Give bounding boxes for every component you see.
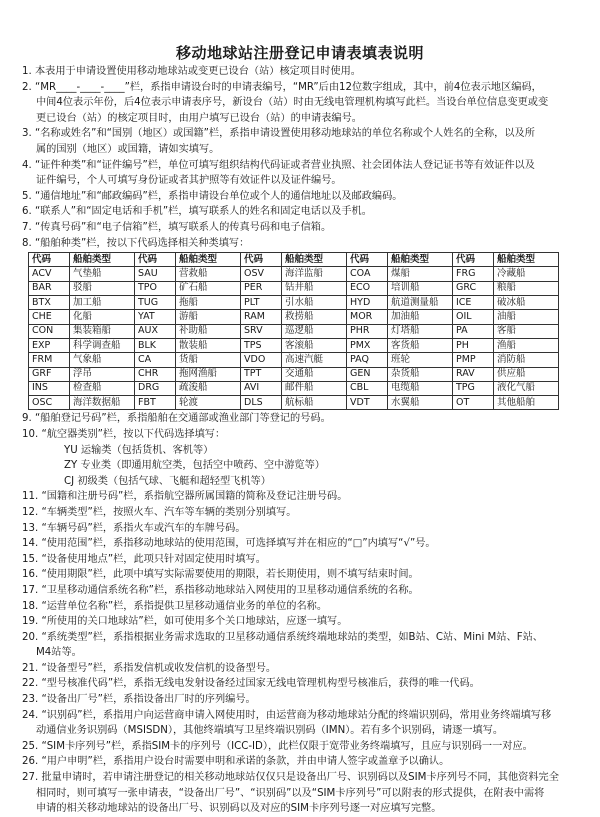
vessel-code-cell: RAV — [453, 367, 494, 381]
vessel-code-cell: PHR — [347, 324, 388, 338]
vessel-type-cell: 水翼船 — [388, 396, 453, 410]
instruction-line: 27. 批量申请时，若申请注册登记的相关移动地球站仅仅只是设备出厂号、识别码以及SIM卡序列号不同，其他资料完全 — [22, 772, 559, 784]
vessel-code-cell: PA — [453, 324, 494, 338]
vessel-code-cell: TPS — [241, 338, 282, 352]
vessel-type-cell: 加工船 — [70, 296, 135, 310]
vessel-code-cell: OT — [453, 396, 494, 410]
instruction-line: 22. “型号核准代码”栏，系指无线电发射设备经过国家无线电管理机构型号核准后，获得的唯一代码。 — [22, 678, 480, 690]
instruction-line: 24. “识别码”栏，系指用户向运营商申请入网使用时，由运营商为移动地球站分配的终端识别码，常用业务终端填写移 — [22, 709, 552, 721]
vessel-code-cell: PMX — [347, 338, 388, 352]
vessel-type-cell: 航道测量船 — [388, 296, 453, 310]
vessel-code-cell: OIL — [453, 310, 494, 324]
vessel-type-cell: 供应船 — [494, 367, 559, 381]
vessel-code-cell: AUX — [135, 324, 176, 338]
vessel-code-cell: BAR — [29, 281, 70, 295]
instruction-line: 12. “车辆类型”栏，按照火车、汽车等车辆的类别分别填写。 — [22, 506, 297, 518]
instruction-line: 13. “车辆号码”栏，系指火车或汽车的车牌号码。 — [22, 522, 246, 534]
table-row — [29, 281, 559, 295]
vessel-type-cell: 救捞船 — [282, 310, 347, 324]
instruction-line: 证件编号，个人可填写身份证或者其护照等有效证件以及证件编号。 — [36, 175, 342, 187]
vessel-type-cell: 破冰船 — [494, 296, 559, 310]
instruction-line: 相同时，则可填写一张申请表，“设备出厂号”、“识别码”以及“SIM卡序列号”可以附表的形式提供，在附表中需将 — [36, 787, 545, 799]
instruction-line: 更已设台（站）的核定项目时，由用户填写已设台（站）的申请表编号。 — [36, 112, 362, 124]
table-row — [29, 367, 559, 381]
vessel-type-cell: 客船 — [494, 324, 559, 338]
instruction-line: 3. “名称或姓名”和“国别（地区）或国籍”栏，系指申请设置使用移动地球站的单位名称或个人姓名的全称，以及所 — [22, 128, 535, 140]
instruction-line: 18. “运营单位名称”栏，系指提供卫星移动通信业务的单位的名称。 — [22, 600, 328, 612]
instruction-line: 10. “航空器类别”栏，按以下代码选择填写： — [22, 428, 226, 440]
vessel-code-cell: AVI — [241, 381, 282, 395]
instruction-line: 7. “传真号码”和“电子信箱”栏，填写联系人的传真号码和电子信箱。 — [22, 221, 332, 233]
vessel-type-cell: 培训船 — [388, 281, 453, 295]
vessel-type-cell: 海洋数据船 — [70, 396, 135, 410]
instruction-line: M4站等。 — [36, 647, 82, 659]
vessel-code-cell: TPG — [453, 381, 494, 395]
instruction-line: 1. 本表用于申请设置使用移动地球站或变更已设台（站）核定项目时使用。 — [22, 66, 361, 77]
instruction-line: 17. “卫星移动通信系统名称”栏，系指移动地球站入网使用的卫星移动通信系统的名称。 — [22, 584, 419, 596]
table-row — [29, 353, 559, 367]
vessel-type-cell: 消防船 — [494, 353, 559, 367]
vessel-code-cell: GRC — [453, 281, 494, 295]
vessel-type-cell: 检查船 — [70, 381, 135, 395]
vessel-type-cell: 钻井船 — [282, 281, 347, 295]
vessel-code-cell: PER — [241, 281, 282, 295]
vessel-code-cell: PAQ — [347, 353, 388, 367]
vessel-code-cell: DRG — [135, 381, 176, 395]
vessel-type-table — [28, 252, 559, 410]
vessel-code-cell: EXP — [29, 338, 70, 352]
table-row — [29, 338, 559, 352]
vessel-code-cell: ECO — [347, 281, 388, 295]
vessel-type-cell: 拖船 — [176, 296, 241, 310]
vessel-type-cell: 高速汽艇 — [282, 353, 347, 367]
table-row — [29, 267, 559, 281]
table-header-cell: 船舶类型 — [176, 253, 241, 267]
vessel-type-cell: 矿石船 — [176, 281, 241, 295]
table-row — [29, 396, 559, 410]
document-title: 移动地球站注册登记申请表填表说明 — [175, 44, 424, 62]
vessel-code-cell: PH — [453, 338, 494, 352]
vessel-type-cell: 客滚船 — [282, 338, 347, 352]
vessel-type-cell: 邮件船 — [282, 381, 347, 395]
vessel-code-cell: PMP — [453, 353, 494, 367]
vessel-type-cell: 科学调查船 — [70, 338, 135, 352]
vessel-type-cell: 海洋监船 — [282, 267, 347, 281]
vessel-code-cell: HYD — [347, 296, 388, 310]
vessel-code-cell: FRG — [453, 267, 494, 281]
instruction-line: 4. “证件种类”和“证件编号”栏，单位可填写组织结构代码证或者营业执照、社会团体法人登记证书等有效证件以及 — [22, 159, 535, 171]
table-header-cell: 船舶类型 — [70, 253, 135, 267]
vessel-code-cell: RAM — [241, 310, 282, 324]
instruction-line: 6. “联系人”和“固定电话和手机”栏，填写联系人的姓名和固定电话以及手机。 — [22, 206, 372, 218]
vessel-type-cell: 气垫船 — [70, 267, 135, 281]
vessel-code-cell: ICE — [453, 296, 494, 310]
table-row — [29, 324, 559, 338]
table-header-cell: 代码 — [135, 253, 176, 267]
vessel-type-cell: 液化气船 — [494, 381, 559, 395]
instruction-line: 20. “系统类型”栏，系指根据业务需求选取的卫星移动通信系统终端地球站的类型，如B站、C站、Mini M站、F站、 — [22, 631, 543, 643]
instruction-line: 14. “使用范围”栏，系指移动地球站的使用范围，可选择填写并在相应的“□”内填写“√”号。 — [22, 538, 436, 550]
table-row — [29, 310, 559, 324]
vessel-type-cell: 补助船 — [176, 324, 241, 338]
instruction-line: 23. “设备出厂号”栏，系指设备出厂时的序列编号。 — [22, 694, 256, 706]
vessel-code-cell: BTX — [29, 296, 70, 310]
instruction-line: 19. “所使用的关口地球站”栏，如可使用多个关口地球站，应逐一填写。 — [22, 616, 348, 628]
vessel-type-cell: 引水船 — [282, 296, 347, 310]
vessel-code-cell: TPT — [241, 367, 282, 381]
vessel-type-cell: 巡逻船 — [282, 324, 347, 338]
vessel-code-cell: GEN — [347, 367, 388, 381]
vessel-type-cell: 煤船 — [388, 267, 453, 281]
instruction-line: ZY 专业类（即通用航空类，包括空中喷药、空中游览等） — [64, 460, 325, 472]
vessel-code-cell: CHE — [29, 310, 70, 324]
vessel-code-cell: CHR — [135, 367, 176, 381]
vessel-code-cell: INS — [29, 381, 70, 395]
instruction-line: 16. “使用期限”栏，此项中填写实际需要使用的期限，若长期使用，则不填写结束时间。 — [22, 569, 419, 581]
vessel-type-cell: 拖网渔船 — [176, 367, 241, 381]
vessel-type-cell: 客货船 — [388, 338, 453, 352]
table-header-cell: 船舶类型 — [494, 253, 559, 267]
vessel-type-cell: 营救船 — [176, 267, 241, 281]
vessel-code-cell: VDO — [241, 353, 282, 367]
vessel-type-cell: 其他船舶 — [494, 396, 559, 410]
instruction-line: 25. “SIM卡序列号”栏，系指SIM卡的序列号（ICC-ID），此栏仅限于宽带业务终端填写，且应与识别码一一对应。 — [22, 740, 533, 752]
vessel-type-cell: 杂货船 — [388, 367, 453, 381]
vessel-code-cell: FRM — [29, 353, 70, 367]
vessel-type-cell: 驳船 — [70, 281, 135, 295]
vessel-type-cell: 气象船 — [70, 353, 135, 367]
table-header-cell: 代码 — [241, 253, 282, 267]
vessel-type-cell: 航标船 — [282, 396, 347, 410]
vessel-type-cell: 冷藏船 — [494, 267, 559, 281]
vessel-type-cell: 化船 — [70, 310, 135, 324]
table-header-cell: 代码 — [347, 253, 388, 267]
instruction-line: 15. “设备使用地点”栏，此项只针对固定使用时填写。 — [22, 553, 266, 565]
instruction-line: 中间4位表示年份，后4位表示申请表序号，新设台（站）时由无线电管理机构填写此栏。当设台单位信息变更或变 — [36, 97, 549, 109]
vessel-type-cell: 游船 — [176, 310, 241, 324]
vessel-type-cell: 灯塔船 — [388, 324, 453, 338]
instruction-line: 申请的相关移动地球站的设备出厂号、识别码以及对应的SIM卡序列号逐一对应填写完整。 — [36, 803, 442, 815]
vessel-type-cell: 渔船 — [494, 338, 559, 352]
vessel-code-cell: TUG — [135, 296, 176, 310]
table-header-cell: 船舶类型 — [388, 253, 453, 267]
instruction-line: 动通信业务识别码（MSISDN），其他终端填写卫星终端识别码（IMN）。若有多个识别码，请逐一填写。 — [36, 725, 504, 737]
instruction-line: YU 运输类（包括货机、客机等） — [64, 444, 214, 456]
vessel-code-cell: YAT — [135, 310, 176, 324]
vessel-code-cell: ACV — [29, 267, 70, 281]
instruction-line: 2. “MR____-____-____”栏，系指申请设台时的申请表编号，“MR”后由12位数字组成，其中，前4位表示地区编码， — [22, 81, 542, 93]
vessel-type-cell: 轮渡 — [176, 396, 241, 410]
vessel-code-cell: OSC — [29, 396, 70, 410]
vessel-type-cell: 油船 — [494, 310, 559, 324]
table-header-cell: 船舶类型 — [282, 253, 347, 267]
instruction-line: 11. “国籍和注册号码”栏，系指航空器所属国籍的简称及登记注册号码。 — [22, 491, 348, 503]
vessel-type-cell: 集装箱船 — [70, 324, 135, 338]
table-row — [29, 296, 559, 310]
instruction-line: 21. “设备型号”栏，系指发信机或收发信机的设备型号。 — [22, 662, 277, 674]
vessel-type-cell: 交通船 — [282, 367, 347, 381]
instruction-line: 9. “船舶登记号码”栏，系指船舶在交通部或渔业部门等登记的号码。 — [22, 413, 331, 425]
vessel-code-cell: SRV — [241, 324, 282, 338]
vessel-code-cell: PLT — [241, 296, 282, 310]
instruction-line: 5. “通信地址”和“邮政编码”栏，系指申请设台单位或个人的通信地址以及邮政编码。 — [22, 190, 403, 202]
vessel-code-cell: DLS — [241, 396, 282, 410]
vessel-code-cell: FBT — [135, 396, 176, 410]
table-header-row — [29, 253, 559, 267]
instruction-line: CJ 初级类（包括气球、飞艇和超轻型飞机等） — [64, 475, 271, 487]
vessel-type-cell: 加油船 — [388, 310, 453, 324]
instruction-line: 8. “船舶种类”栏，按以下代码选择相关种类填写： — [22, 237, 250, 249]
table-header-cell: 代码 — [29, 253, 70, 267]
vessel-type-cell: 浮吊 — [70, 367, 135, 381]
vessel-type-cell: 散装船 — [176, 338, 241, 352]
vessel-code-cell: CBL — [347, 381, 388, 395]
vessel-type-cell: 电缆船 — [388, 381, 453, 395]
vessel-code-cell: CA — [135, 353, 176, 367]
vessel-type-cell: 粮船 — [494, 281, 559, 295]
vessel-code-cell: SAU — [135, 267, 176, 281]
vessel-code-cell: GRF — [29, 367, 70, 381]
vessel-code-cell: CON — [29, 324, 70, 338]
instruction-line: 26. “用户申明”栏，系指用户设台时需要申明和承诺的条款，并由申请人签字或盖章予以确认。 — [22, 756, 450, 768]
instruction-list — [22, 64, 582, 817]
instruction-line: 属的国别（地区）或国籍，请如实填写。 — [36, 143, 220, 155]
vessel-code-cell: BLK — [135, 338, 176, 352]
vessel-code-cell: COA — [347, 267, 388, 281]
table-row — [29, 381, 559, 395]
vessel-type-cell: 疏浚船 — [176, 381, 241, 395]
vessel-type-cell: 班轮 — [388, 353, 453, 367]
vessel-type-cell: 货船 — [176, 353, 241, 367]
vessel-code-cell: OSV — [241, 267, 282, 281]
vessel-code-cell: VDT — [347, 396, 388, 410]
vessel-code-cell: TPO — [135, 281, 176, 295]
vessel-code-cell: MOR — [347, 310, 388, 324]
table-header-cell: 代码 — [453, 253, 494, 267]
